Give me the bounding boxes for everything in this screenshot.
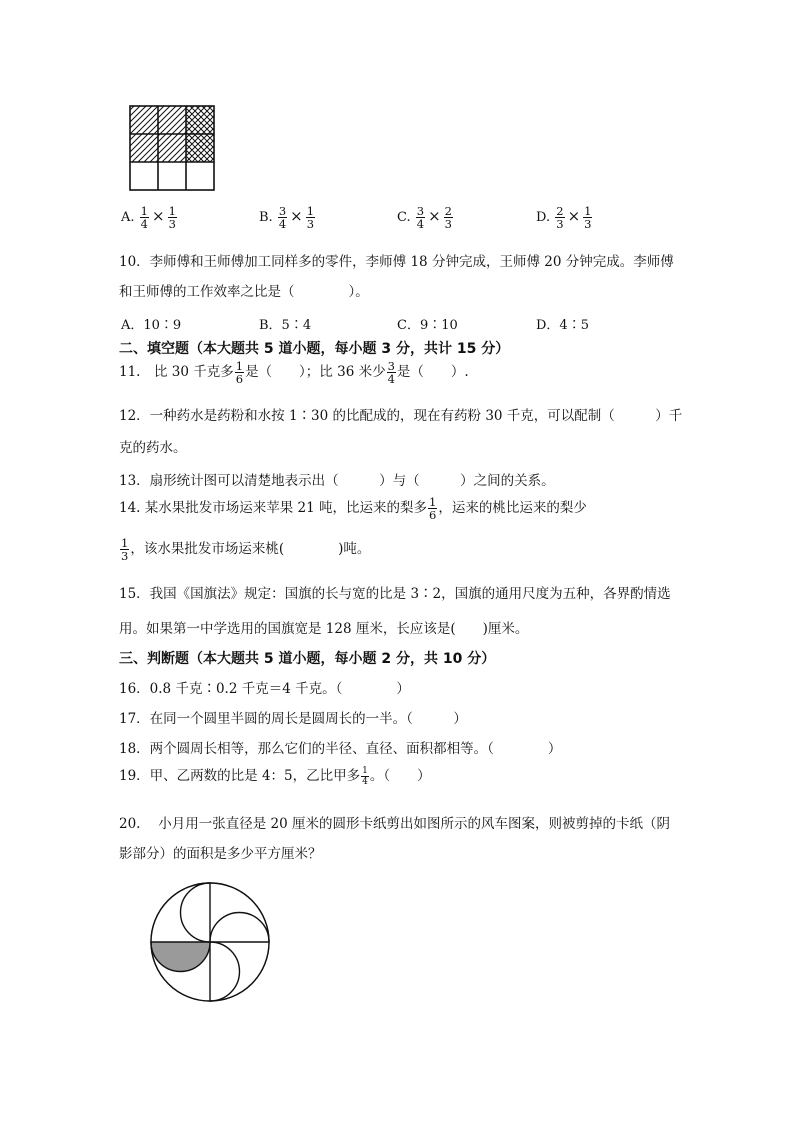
- q10-option-c: C．9∶10: [397, 318, 458, 333]
- section2-heading: 二、填空题（本大题共 5 道小题，每小题 3 分，共计 15 分）: [119, 341, 510, 357]
- q10-line2: 和王师傅的工作效率之比是（ ）。: [119, 284, 369, 300]
- q10-option-a: A．10∶9: [121, 318, 182, 333]
- fraction: $\frac{1}{4}$: [362, 766, 368, 787]
- fraction: $\frac{1}{6}$: [429, 495, 437, 522]
- fraction: $\frac{3}{4}$: [416, 204, 425, 231]
- fraction: $\frac{1}{3}$: [306, 204, 315, 231]
- option-label: B.: [259, 210, 273, 225]
- q9-option-a: A. $\frac{1}{4}$ × $\frac{1}{3}$: [121, 204, 176, 231]
- option-label: C.: [397, 210, 411, 225]
- option-label: D.: [536, 210, 551, 225]
- q20-line2: 影部分）的面积是多少平方厘米？: [119, 846, 322, 862]
- q18: 18．两个圆周长相等，那么它们的半径、直径、面积都相等。（ ）: [119, 741, 562, 757]
- q12-line2: 克的药水。: [119, 440, 187, 456]
- q14-line2: $\frac{1}{3}$ ，该水果批发市场运来桃( )吨。: [121, 536, 371, 563]
- fraction: $\frac{1}{3}$: [584, 204, 592, 231]
- q15-line2: 用。如果第一中学选用的国旗宽是 128 厘米，长应该是( )厘米。: [119, 621, 529, 637]
- q11: 11. 比 30 千克多 $\frac{1}{6}$ 是（ ）；比 36 米少 $\frac{3}{4}$ 是（ ）.: [119, 359, 469, 386]
- fraction: $\frac{3}{4}$: [387, 359, 395, 386]
- q17: 17．在同一个圆里半圆的周长是圆周长的一半。（ ）: [119, 711, 467, 727]
- q9-option-d: D. $\frac{2}{3}$ × $\frac{1}{3}$: [536, 204, 592, 231]
- q16: 16．0.8 千克∶0.2 千克＝4 千克。（ ）: [119, 681, 410, 697]
- q14-line1: 14. 某水果批发市场运来苹果 21 吨，比运来的梨多 $\frac{1}{6}$ ，运来的桃比运来的梨少: [119, 495, 587, 522]
- q9-option-c: C. $\frac{3}{4}$ × $\frac{2}{3}$: [397, 204, 452, 231]
- q9-grid-figure: [129, 105, 217, 192]
- fraction: $\frac{1}{4}$: [140, 204, 148, 231]
- section3-heading: 三、判断题（本大题共 5 道小题，每小题 2 分，共 10 分）: [119, 651, 496, 667]
- fraction: $\frac{2}{3}$: [556, 204, 564, 231]
- fraction: $\frac{2}{3}$: [444, 204, 452, 231]
- q10-option-b: B．5∶4: [259, 318, 312, 333]
- fraction: $\frac{1}{6}$: [235, 359, 244, 386]
- q13: 13．扇形统计图可以清楚地表示出（ ）与（ ）之间的关系。: [119, 473, 555, 489]
- fraction: $\frac{3}{4}$: [278, 204, 287, 231]
- q20-line1: 20. 小月用一张直径是 20 厘米的圆形卡纸剪出如图所示的风车图案，则被剪掉的卡纸（阴: [119, 816, 671, 832]
- q10-line1: 10．李师傅和王师傅加工同样多的零件，李师傅 18 分钟完成，王师傅 20 分钟完成。李师傅: [119, 254, 674, 270]
- q19: 19．甲、乙两数的比是 4：5，乙比甲多 $\frac{1}{4}$ 。（ ）: [119, 766, 431, 787]
- option-label: A.: [121, 210, 135, 225]
- q12-line1: 12．一种药水是药粉和水按 1∶30 的比配成的，现在有药粉 30 千克，可以配制（ ）千: [119, 408, 683, 424]
- pinwheel-figure: [148, 880, 272, 1004]
- q15-line1: 15．我国《国旗法》规定：国旗的长与宽的比是 3∶2，国旗的通用尺度为五种，各界酌情选: [119, 586, 671, 602]
- q10-option-d: D．4∶5: [536, 318, 589, 333]
- fraction: $\frac{1}{3}$: [121, 536, 129, 563]
- fraction: $\frac{1}{3}$: [168, 204, 176, 231]
- q9-option-b: B. $\frac{3}{4}$ × $\frac{1}{3}$: [259, 204, 315, 231]
